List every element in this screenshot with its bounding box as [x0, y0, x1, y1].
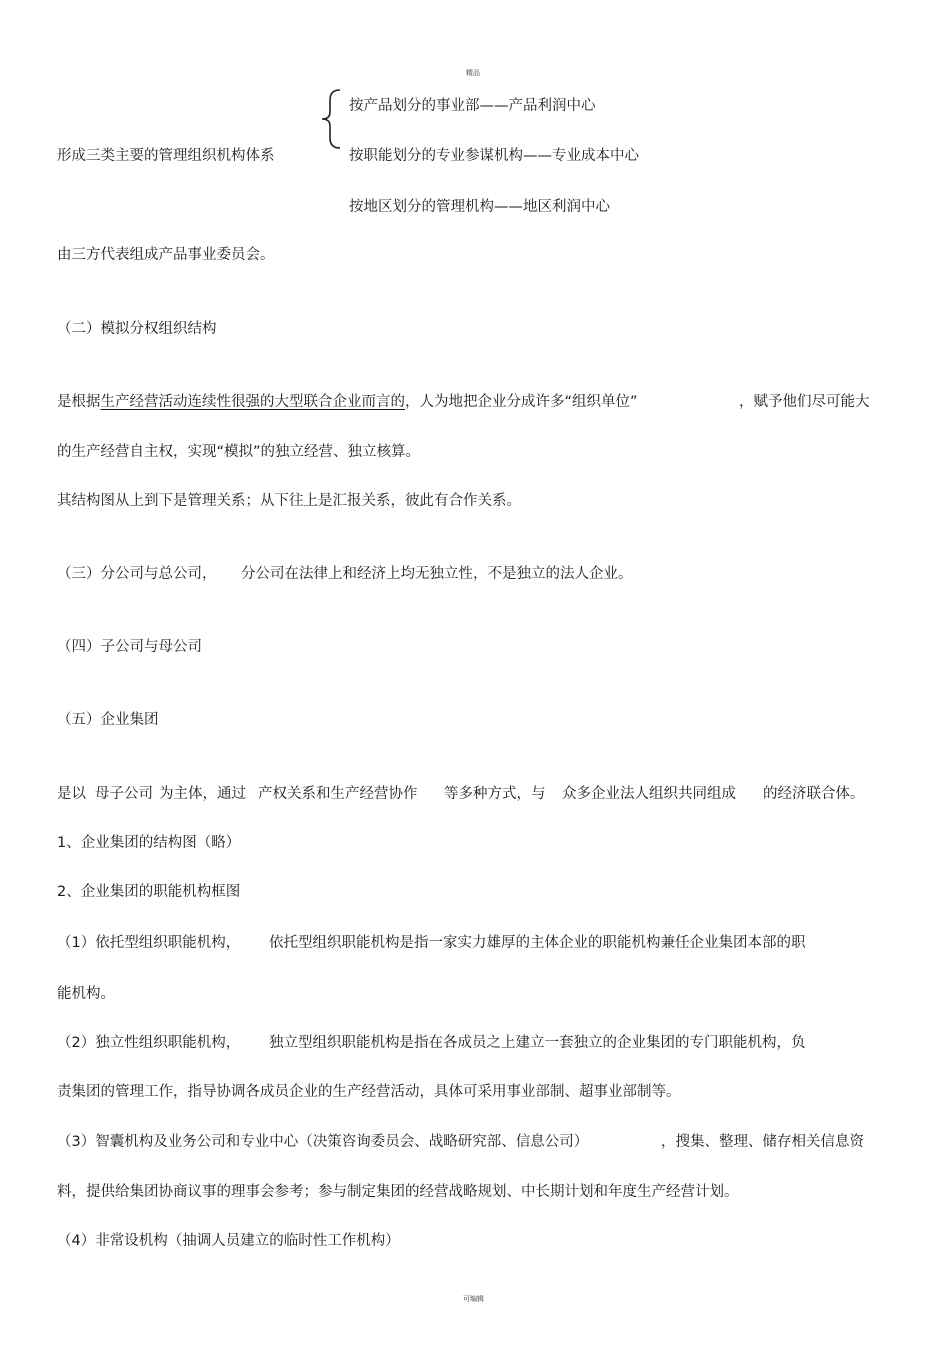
curly-brace-icon — [318, 88, 344, 150]
committee-text: 由三方代表组成产品事业委员会。 — [57, 247, 275, 263]
group-def-b: 母子公司 — [95, 786, 153, 802]
p2-text: 独立型组织职能机构是指在各成员之上建立一套独立的企业集团的专门职能机构，负 — [269, 1035, 806, 1051]
group-heading: （五）企业集团 — [57, 712, 159, 728]
p1-text: 依托型组织职能机构是指一家实力雄厚的主体企业的职能机构兼任企业集团本部的职 — [269, 935, 806, 951]
simulated-line-1b: ，人为地把企业分成许多“组织单位” — [405, 394, 638, 410]
simulated-line-3: 其结构图从上到下是管理关系；从下往上是汇报关系，彼此有合作关系。 — [57, 493, 521, 509]
p1-label: （1）依托型组织职能机构， — [57, 935, 241, 951]
structure-item-function: 按职能划分的专业参谋机构——专业成本中心 — [349, 148, 639, 164]
header-mark: 精品 — [466, 69, 480, 77]
footer-mark: 可编辑 — [463, 1295, 484, 1303]
group-def-e: 等多种方式，与 — [444, 786, 546, 802]
structure-lead: 形成三类主要的管理组织机构体系 — [57, 148, 275, 164]
group-def-f: 众多企业法人组织共同组成 — [562, 786, 736, 802]
simulated-line-1 — [57, 393, 638, 411]
p2-cont: 责集团的管理工作，指导协调各成员企业的生产经营活动，具体可采用事业部制、超事业部制等。 — [57, 1084, 681, 1100]
group-def-g: 的经济联合体。 — [763, 786, 865, 802]
branch-desc: 分公司在法律上和经济上均无独立性，不是独立的法人企业。 — [241, 566, 633, 582]
group-item-1: 1、企业集团的结构图（略） — [57, 835, 241, 851]
simulated-underlined-phrase: 生产经营活动连续性很强的大型联合企业而言的 — [100, 394, 405, 410]
structure-item-region: 按地区划分的管理机构——地区利润中心 — [349, 199, 610, 215]
group-def-d: 产权关系和生产经营协作 — [258, 786, 418, 802]
simulated-line-1c: ，赋予他们尽可能大 — [739, 394, 870, 410]
subsidiary-heading: （四）子公司与母公司 — [57, 639, 202, 655]
p2-label: （2）独立性组织职能机构， — [57, 1035, 241, 1051]
p1-cont: 能机构。 — [57, 986, 115, 1002]
branch-heading: （三）分公司与总公司， — [57, 566, 217, 582]
p4-text: （4）非常设机构（抽调人员建立的临时性工作机构） — [57, 1233, 400, 1249]
simulated-heading: （二）模拟分权组织结构 — [57, 321, 217, 337]
p3-text-b: ，搜集、整理、储存相关信息资 — [661, 1134, 864, 1150]
group-def-a: 是以 — [57, 786, 86, 802]
structure-item-product: 按产品划分的事业部——产品利润中心 — [349, 98, 596, 114]
group-def-c: 为主体，通过 — [159, 786, 246, 802]
p3-cont: 料，提供给集团协商议事的理事会参考；参与制定集团的经营战略规划、中长期计划和年度生产经营计划。 — [57, 1184, 739, 1200]
p3-text-a: （3）智囊机构及业务公司和专业中心（决策咨询委员会、战略研究部、信息公司） — [57, 1134, 589, 1150]
simulated-line-2: 的生产经营自主权，实现“模拟”的独立经营、独立核算。 — [57, 444, 421, 460]
simulated-line-1a: 是根据 — [57, 394, 101, 410]
group-item-2: 2、企业集团的职能机构框图 — [57, 884, 241, 900]
